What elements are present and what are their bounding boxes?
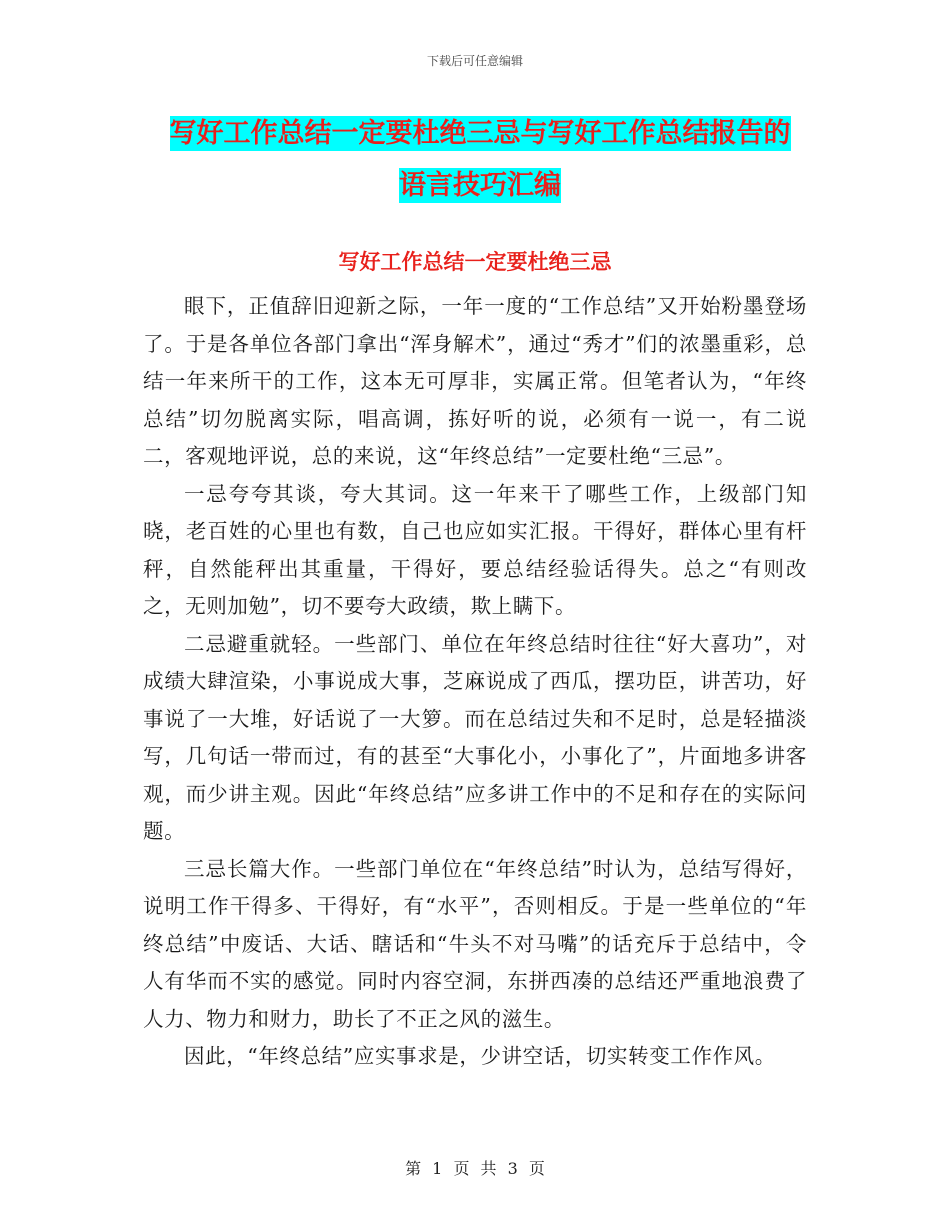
paragraph-conclusion: 因此，“年终总结”应实事求是，少讲空话，切实转变工作作风。	[184, 1044, 776, 1068]
document-title	[140, 108, 820, 212]
section-heading: 写好工作总结一定要杜绝三忌	[338, 250, 612, 274]
page-header-note: 下载后可任意编辑	[426, 54, 523, 68]
paragraph-intro: 眼下，正值辞旧迎新之际，一年一度的“工作总结”又开始粉墨登场了。于是各单位各部门拿出“浑身解术”，通过“秀才”们的浓墨重彩，总结一年来所干的工作，这本无可厚非，实属正常。但笔者认为，“年终总结”切勿脱离实际，唱高调，拣好听的说，必须有一说一，有二说二，客观地评说，总的来说，这“年终总结”一定要杜绝“三忌”。	[143, 294, 807, 468]
document-title-line-2: 语言技巧汇编	[399, 170, 561, 201]
paragraph-taboo-3: 三忌长篇大作。一些部门单位在“年终总结”时认为，总结写得好，说明工作干得多、干得好，有“水平”，否则相反。于是一些单位的“年终总结”中废话、大话、瞎话和“牛头不对马嘴”的话充斥于总结中，令人有华而不实的感觉。同时内容空洞，东拼西凑的总结还严重地浪费了人力、物力和财力，助长了不正之风的滋生。	[143, 856, 807, 1031]
paragraph-taboo-1: 一忌夸夸其谈，夸大其词。这一年来干了哪些工作，上级部门知晓，老百姓的心里也有数，自己也应如实汇报。干得好，群体心里有杆秤，自然能秤出其重量，干得好，要总结经验话得失。总之“有则改之，无则加勉”，切不要夸大政绩，欺上瞒下。	[143, 481, 807, 618]
page-number: 第 1 页 共 3 页	[405, 1159, 545, 1178]
document-body	[143, 288, 807, 1076]
document-title-line-1: 写好工作总结一定要杜绝三忌与写好工作总结报告的	[169, 118, 791, 149]
paragraph-taboo-2: 二忌避重就轻。一些部门、单位在年终总结时往往“好大喜功”，对成绩大肆渲染，小事说成大事，芝麻说成了西瓜，摆功臣，讲苦功，好事说了一大堆，好话说了一大箩。而在总结过失和不足时，总是轻描淡写，几句话一带而过，有的甚至“大事化小，小事化了”，片面地多讲客观，而少讲主观。因此“年终总结”应多讲工作中的不足和存在的实际问题。	[143, 631, 807, 843]
